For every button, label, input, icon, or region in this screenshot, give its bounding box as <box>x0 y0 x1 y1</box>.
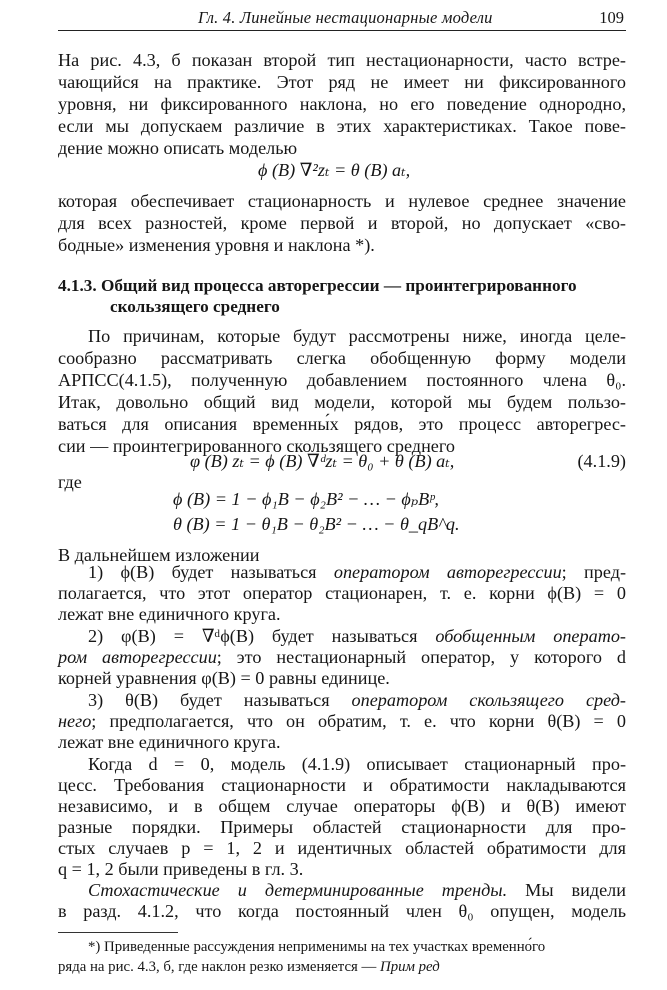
text-line: сообразно рассматривать слегка обобщенную форму модели <box>58 348 626 368</box>
section-title-line1: Общий вид процесса авторегрессии — проинтегрированного <box>100 276 577 295</box>
list-item-line: полагается, что этот оператор стационарен, т. е. корни ϕ(B) = 0 <box>58 583 626 603</box>
text-line: На рис. 4.3, б показан второй тип нестационарности, часто встре- <box>58 50 626 70</box>
formula-ar-operator: ϕ (B) = 1 − ϕ₁B − ϕ₂B² − … − ϕₚBᵖ, <box>173 489 439 509</box>
text-line: которая обеспечивает стационарность и нулевое среднее значение <box>58 191 626 211</box>
footnote-line: ряда на рис. 4.3, б, где наклон резко изменяется — Прим ред <box>58 959 440 975</box>
running-title: Гл. 4. Линейные нестационарные модели <box>198 8 493 27</box>
page-number: 109 <box>599 8 624 27</box>
list-item-line: лежат вне единичного круга. <box>58 732 281 752</box>
text-line: разные порядки. Примеры областей стационарности для про- <box>58 817 626 837</box>
list-item-line: корней уравнения φ(B) = 0 равны единице. <box>58 668 390 688</box>
text-line: независимо, и в общем случае операторы ϕ(B) и θ(B) имеют <box>58 796 626 816</box>
section-number: 4.1.3. <box>58 276 97 295</box>
text-line: По причинам, которые будут рассмотрены ниже, иногда целе- <box>88 326 626 346</box>
text-line: q = 1, 2 были приведены в гл. 3. <box>58 859 304 879</box>
text-line: ваться для описания временны́х рядов, это процесс авторегрес- <box>58 414 626 434</box>
text-line: Когда d = 0, модель (4.1.9) описывает стационарный про- <box>88 754 626 774</box>
formula-ma-operator: θ (B) = 1 − θ₁B − θ₂B² − … − θ_qB^q. <box>173 514 460 534</box>
list-item-line: 2) φ(B) = ∇ᵈϕ(B) будет называться обобщенным операто- <box>88 626 626 646</box>
formula-arima: φ (B) zₜ = ϕ (B) ∇ᵈzₜ = θ₀ + θ (B) aₜ, <box>190 451 455 471</box>
running-head <box>58 6 626 31</box>
list-item-line: ром авторегрессии; это нестационарный оператор, у которого d <box>58 647 626 667</box>
text-line: Стохастические и детерминированные тренды. Мы видели <box>88 880 626 900</box>
list-item-line: 1) ϕ(B) будет называться оператором авторегрессии; пред- <box>88 562 627 582</box>
text-line: бодные» изменения уровня и наклона *). <box>58 235 375 255</box>
footnote-line: *) Приведенные рассуждения неприменимы на тех участках временно́го <box>88 939 546 955</box>
list-item-line: 3) θ(B) будет называться оператором скользящего сред- <box>88 690 626 710</box>
formula-second-difference: ϕ (B) ∇²zₜ = θ (B) aₜ, <box>258 160 411 180</box>
text-line: если мы допускаем различие в этих характеристиках. Такое пове- <box>58 116 626 136</box>
equation-number: (4.1.9) <box>577 451 626 471</box>
where-label: где <box>58 472 82 492</box>
text-line: В дальнейшем изложении <box>58 545 260 565</box>
text-line: цесс. Требования стационарности и обратимости накладываются <box>58 775 626 795</box>
text-line: АРПСС(4.1.5), полученную добавлением постоянного члена θ₀. <box>58 370 626 390</box>
text-line: стых случаев p = 1, 2 и идентичных областей обратимости для <box>58 838 626 858</box>
text-line: дение можно описать моделью <box>58 138 298 158</box>
list-item-line: лежат вне единичного круга. <box>58 604 281 624</box>
section-heading <box>58 275 626 296</box>
section-title-line2: скользящего среднего <box>110 297 280 316</box>
list-item-line: него; предполагается, что он обратим, т. е. что корни θ(B) = 0 <box>58 711 626 731</box>
footnote-divider <box>58 932 178 933</box>
text-line: в разд. 4.1.2, что когда постоянный член θ₀ опущен, модель <box>58 901 626 921</box>
text-line: сии — проинтегрированного скользящего среднего <box>58 436 455 456</box>
text-line: Итак, довольно общий вид модели, которой мы будем пользо- <box>58 392 626 412</box>
text-line: для всех разностей, кроме первой и второй, но допускает «сво- <box>58 213 626 233</box>
text-line: чающийся на практике. Этот ряд не имеет ни фиксированного <box>58 72 626 92</box>
text-line: уровня, ни фиксированного наклона, но его поведение однородно, <box>58 94 626 114</box>
